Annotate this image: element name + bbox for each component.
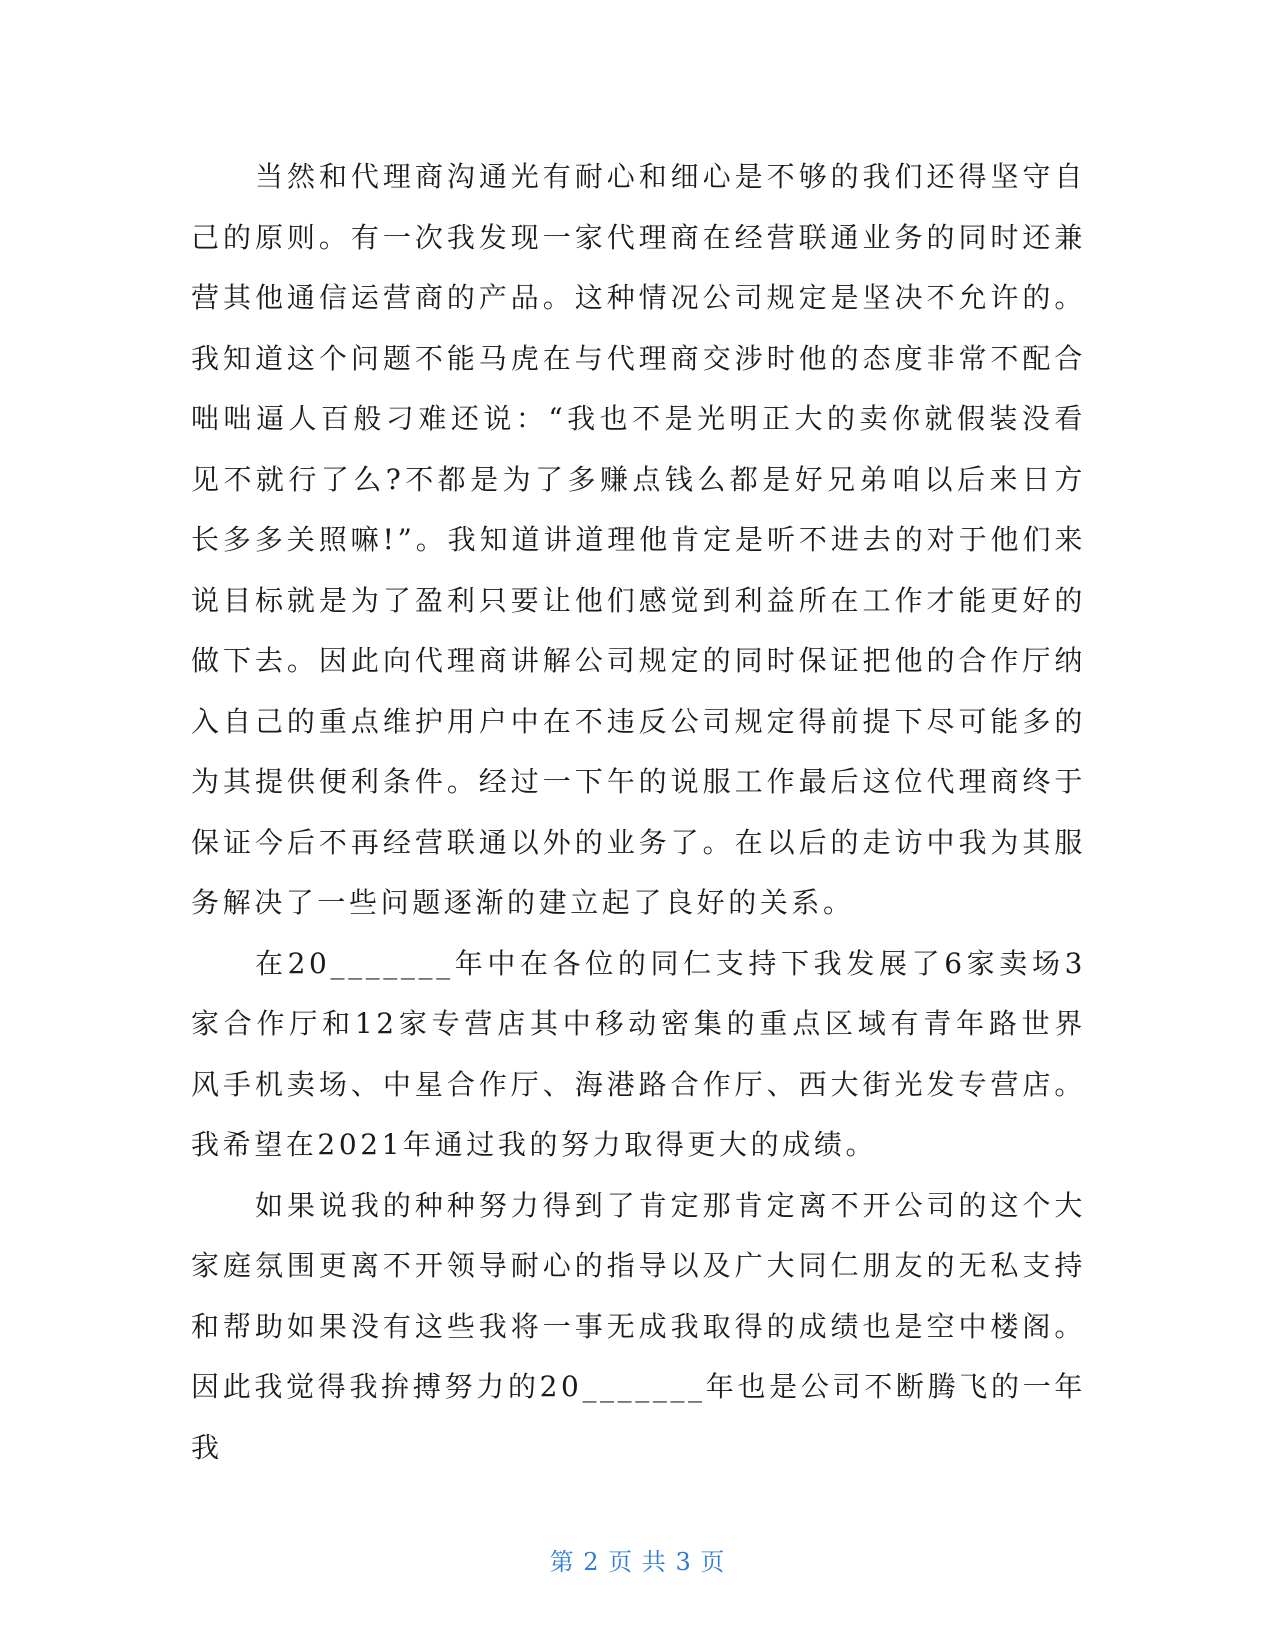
page-number-footer: [0, 1542, 1275, 1577]
paragraph-achievements: 在20_______年中在各位的同仁支持下我发展了6家卖场3家合作厅和12家专营店其中移动密集的重点区域有青年路世界风手机卖场、中星合作厅、海港路合作厅、西大街光发专营店。我希望在2021年通过我的努力取得更大的成绩。: [191, 946, 1086, 1161]
document-body: [191, 147, 1086, 1478]
paragraph-gratitude: 如果说我的种种努力得到了肯定那肯定离不开公司的这个大家庭氛围更离不开领导耐心的指导以及广大同仁朋友的无私支持和帮助如果没有这些我将一事无成我取得的成绩也是空中楼阁。因此我觉得我拚搏努力的20_______年也是公司不断腾飞的一年我: [191, 1188, 1086, 1464]
footer-total-pages: 3: [675, 1548, 692, 1576]
footer-prefix: 第: [549, 1548, 575, 1576]
footer-middle: 页 共: [608, 1548, 667, 1576]
footer-suffix: 页: [700, 1548, 726, 1576]
footer-current-page: 2: [583, 1548, 600, 1576]
paragraph-agent-negotiation: 当然和代理商沟通光有耐心和细心是不够的我们还得坚守自己的原则。有一次我发现一家代理商在经营联通业务的同时还兼营其他通信运营商的产品。这种情况公司规定是坚决不允许的。我知道这个问题不能马虎在与代理商交涉时他的态度非常不配合咄咄逼人百般刁难还说：“我也不是光明正大的卖你就假装没看见不就行了么?不都是为了多赚点钱么都是好兄弟咱以后来日方长多多关照嘛!”。我知道讲道理他肯定是听不进去的对于他们来说目标就是为了盈利只要让他们感觉到利益所在工作才能更好的做下去。因此向代理商讲解公司规定的同时保证把他的合作厅纳入自己的重点维护用户中在不违反公司规定得前提下尽可能多的为其提供便利条件。经过一下午的说服工作最后这位代理商终于保证今后不再经营联通以外的业务了。在以后的走访中我为其服务解决了一些问题逐渐的建立起了良好的关系。: [191, 160, 1086, 919]
